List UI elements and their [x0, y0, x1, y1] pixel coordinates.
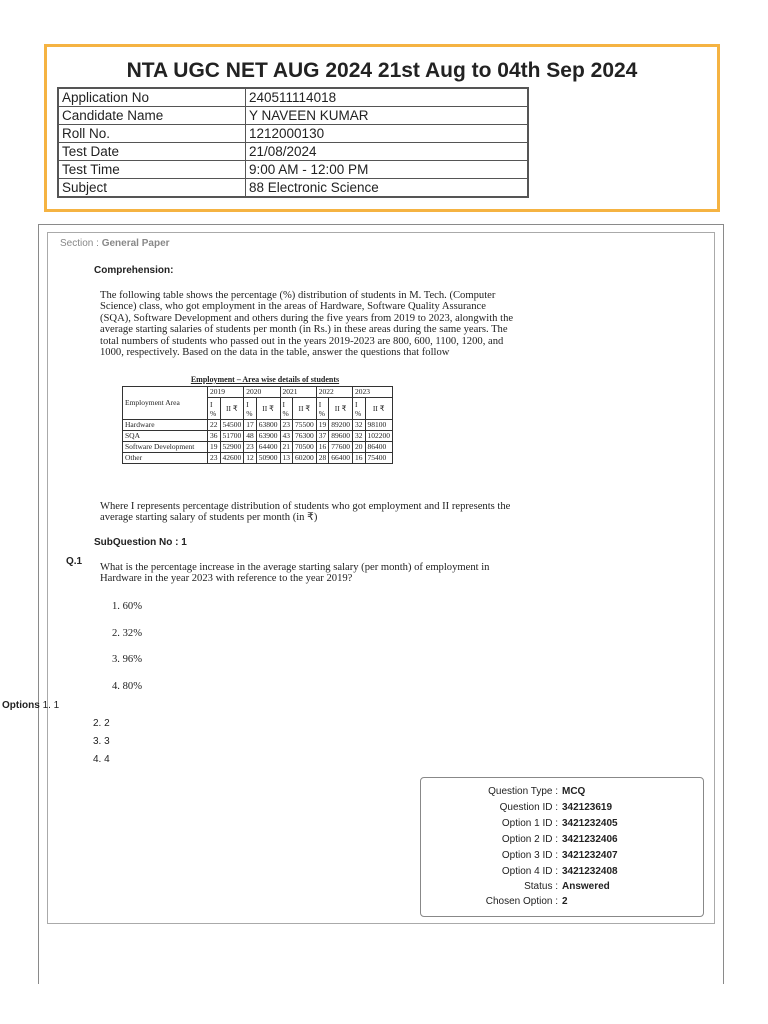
table-row — [123, 442, 393, 453]
field-value: 1212000130 — [246, 125, 529, 143]
answer-choice: 1. 60% — [112, 601, 143, 612]
paragraph-line: total numbers of students who passed out in the years 2019-2023 are 800, 600, 1100, 1200, and — [100, 335, 504, 347]
note-line: Where I represents percentage distribution of students who got employment and II represents the — [100, 501, 511, 512]
value-cell: 89200 — [329, 420, 353, 431]
value-cell: 102200 — [365, 431, 393, 442]
year-header: 2021 — [280, 387, 316, 398]
info-label: Question Type : — [488, 786, 558, 797]
candidate-header-card — [44, 44, 720, 212]
field-label: Test Date — [58, 143, 246, 161]
area-cell: Hardware — [123, 420, 208, 431]
area-cell: Other — [123, 453, 208, 464]
info-label: Question ID : — [499, 802, 558, 813]
info-value: 3421232406 — [562, 834, 618, 845]
year-header: 2019 — [208, 387, 244, 398]
value-cell: 50900 — [256, 453, 280, 464]
value-cell: 75400 — [365, 453, 393, 464]
info-value: 3421232408 — [562, 866, 618, 877]
value-cell: 19 — [208, 442, 221, 453]
value-cell: 63800 — [256, 420, 280, 431]
value-cell: 76300 — [293, 431, 317, 442]
value-cell: 32 — [353, 420, 366, 431]
note-line: average starting salary of students per month (in ₹) — [100, 512, 318, 524]
value-cell: 19 — [316, 420, 329, 431]
subheader-i: I % — [208, 398, 221, 420]
value-cell: 13 — [280, 453, 293, 464]
option-item: 3. 3 — [93, 736, 110, 747]
field-value: 9:00 AM - 12:00 PM — [246, 161, 529, 179]
info-label: Option 4 ID : — [501, 866, 558, 877]
value-cell: 21 — [280, 442, 293, 453]
table-row — [58, 88, 528, 107]
subheader-ii: II ₹ — [293, 398, 317, 420]
info-value: Answered — [562, 881, 610, 892]
year-header: 2022 — [316, 387, 352, 398]
value-cell: 60200 — [293, 453, 317, 464]
value-cell: 48 — [244, 431, 257, 442]
field-value: 21/08/2024 — [246, 143, 529, 161]
answer-choice: 4. 80% — [112, 681, 143, 692]
options-label: Options — [2, 700, 40, 711]
answer-choice: 3. 96% — [112, 654, 143, 665]
value-cell: 42600 — [220, 453, 244, 464]
table-row — [123, 431, 393, 442]
value-cell: 77600 — [329, 442, 353, 453]
info-label: Option 2 ID : — [501, 834, 558, 845]
option-item: 4. 4 — [93, 754, 110, 765]
exam-title: NTA UGC NET AUG 2024 21st Aug to 04th Sep 2024 — [126, 59, 638, 82]
column-header: Employment Area — [123, 387, 208, 420]
field-label: Roll No. — [58, 125, 246, 143]
value-cell: 28 — [316, 453, 329, 464]
section-label — [60, 238, 170, 249]
field-value: 88 Electronic Science — [246, 179, 529, 198]
value-cell: 86400 — [365, 442, 393, 453]
value-cell: 23 — [208, 453, 221, 464]
field-label: Application No — [58, 88, 246, 107]
table-row — [58, 107, 528, 125]
field-label: Test Time — [58, 161, 246, 179]
table-row — [58, 125, 528, 143]
year-header: 2020 — [244, 387, 280, 398]
field-value: 240511114018 — [246, 88, 529, 107]
info-label: Status : — [524, 881, 558, 892]
value-cell: 66400 — [329, 453, 353, 464]
question-line: What is the percentage increase in the average starting salary (per month) of employment in — [100, 562, 490, 573]
area-cell: Software Development — [123, 442, 208, 453]
info-value: 2 — [562, 896, 568, 907]
info-label: Option 1 ID : — [501, 818, 558, 829]
value-cell: 17 — [244, 420, 257, 431]
paragraph-line: The following table shows the percentage (%) distribution of students in M. Tech. (Computer — [100, 290, 496, 301]
table-row — [58, 161, 528, 179]
value-cell: 43 — [280, 431, 293, 442]
value-cell: 52900 — [220, 442, 244, 453]
question-line: Hardware in the year 2023 with reference to the year 2019? — [100, 573, 353, 585]
subquestion-heading: SubQuestion No : 1 — [94, 537, 187, 548]
year-header: 2023 — [353, 387, 393, 398]
info-value: 3421232407 — [562, 850, 618, 861]
employment-table — [122, 386, 393, 464]
paragraph-line: 1000, respectively. Based on the data in the table, answer the questions that follow — [100, 347, 450, 359]
info-label: Option 3 ID : — [501, 850, 558, 861]
field-label: Candidate Name — [58, 107, 246, 125]
subheader-ii: II ₹ — [365, 398, 393, 420]
value-cell: 54500 — [220, 420, 244, 431]
value-cell: 20 — [353, 442, 366, 453]
field-value: Y NAVEEN KUMAR — [246, 107, 529, 125]
value-cell: 51700 — [220, 431, 244, 442]
value-cell: 32 — [353, 431, 366, 442]
value-cell: 63900 — [256, 431, 280, 442]
value-cell: 64400 — [256, 442, 280, 453]
option-item: 2. 2 — [93, 718, 110, 729]
value-cell: 12 — [244, 453, 257, 464]
value-cell: 22 — [208, 420, 221, 431]
subheader-i: I % — [280, 398, 293, 420]
comprehension-heading: Comprehension: — [94, 265, 174, 276]
table-caption: Employment – Area wise details of students — [190, 375, 340, 384]
table-row — [123, 453, 393, 464]
info-label: Chosen Option : — [485, 896, 558, 907]
section-name: General Paper — [101, 238, 170, 249]
options-list — [2, 700, 59, 711]
area-cell: SQA — [123, 431, 208, 442]
subheader-i: I % — [353, 398, 366, 420]
table-header-row — [123, 387, 393, 398]
value-cell: 98100 — [365, 420, 393, 431]
paragraph-line: Science) class, who got employment in the areas of Hardware, Software Quality Assurance — [100, 301, 486, 313]
question-number: Q.1 — [66, 556, 83, 567]
subheader-i: I % — [244, 398, 257, 420]
table-row — [123, 420, 393, 431]
subheader-ii: II ₹ — [256, 398, 280, 420]
subheader-i: I % — [316, 398, 329, 420]
section-prefix: Section : — [60, 238, 102, 249]
value-cell: 36 — [208, 431, 221, 442]
value-cell: 37 — [316, 431, 329, 442]
paragraph-line: (SQA), Software Development and others during the five years from 2019 to 2023, alongwith the — [100, 312, 514, 324]
paragraph-line: average starting salaries of students per month (in Rs.) in these areas during the same years. The — [100, 324, 508, 336]
value-cell: 16 — [316, 442, 329, 453]
info-value: MCQ — [562, 786, 586, 797]
value-cell: 16 — [353, 453, 366, 464]
candidate-info-table — [57, 87, 529, 198]
question-text — [100, 562, 514, 585]
field-label: Subject — [58, 179, 246, 198]
value-cell: 89600 — [329, 431, 353, 442]
option-item: 1. 1 — [42, 700, 60, 711]
value-cell: 75500 — [293, 420, 317, 431]
info-value: 3421232405 — [562, 818, 618, 829]
value-cell: 70500 — [293, 442, 317, 453]
subheader-ii: II ₹ — [329, 398, 353, 420]
table-row — [58, 143, 528, 161]
table-row — [58, 179, 528, 198]
answer-choice: 2. 32% — [112, 628, 143, 639]
table-note — [100, 501, 514, 524]
value-cell: 23 — [244, 442, 257, 453]
comprehension-paragraph — [100, 290, 514, 358]
value-cell: 23 — [280, 420, 293, 431]
info-value: 342123619 — [562, 802, 613, 813]
subheader-ii: II ₹ — [220, 398, 244, 420]
